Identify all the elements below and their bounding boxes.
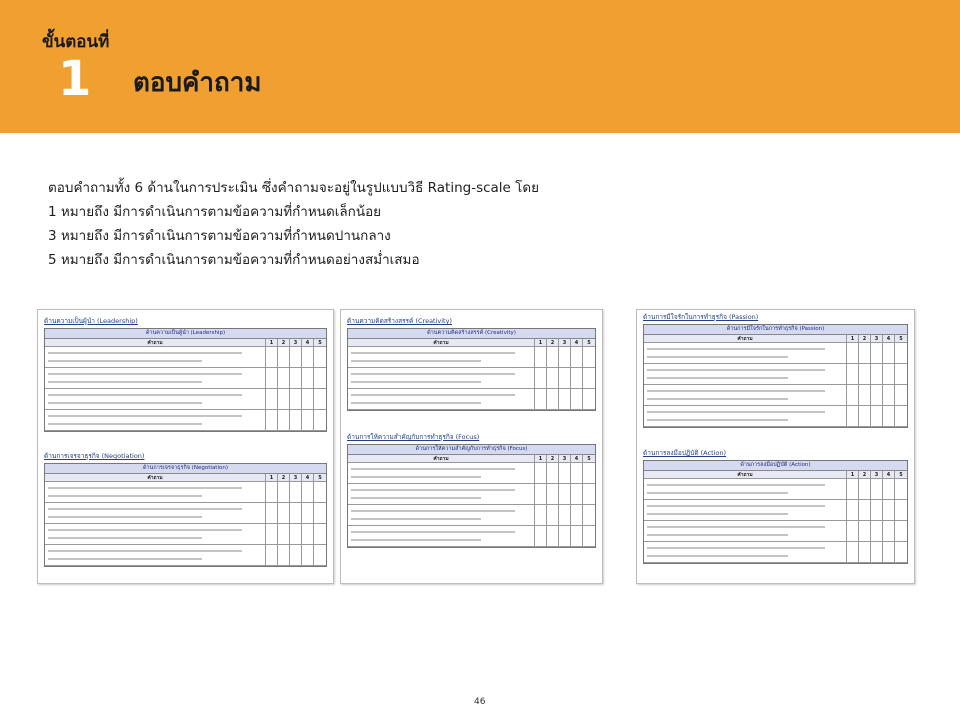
section-heading: ด้านความคิดสร้างสรรค์ (Creativity): [347, 317, 452, 325]
rating-cell[interactable]: [859, 343, 871, 364]
text-placeholder-line: [351, 539, 481, 541]
table-grid: [348, 455, 595, 547]
rating-cell[interactable]: [314, 503, 326, 524]
rating-cell[interactable]: [859, 364, 871, 385]
section-negotiation: [44, 451, 327, 567]
column-header-score: 2: [278, 474, 290, 482]
rating-cell[interactable]: [302, 503, 314, 524]
rating-cell[interactable]: [302, 347, 314, 368]
text-placeholder-line: [647, 411, 825, 413]
text-placeholder-line: [48, 558, 202, 560]
column-header-question: คำถาม: [348, 455, 535, 463]
column-header-score: 1: [535, 339, 547, 347]
rating-cell[interactable]: [895, 406, 907, 427]
table-title: ด้านการมีใจรักในการทำธุรกิจ (Passion): [644, 325, 907, 335]
section-heading: ด้านการลงมือปฏิบัติ (Action): [643, 449, 727, 457]
column-header-score: 4: [883, 335, 895, 343]
rating-cell[interactable]: [302, 368, 314, 389]
question-cell: [45, 410, 266, 431]
text-placeholder-line: [48, 537, 202, 539]
rating-cell[interactable]: [883, 500, 895, 521]
text-placeholder-line: [48, 516, 202, 518]
text-placeholder-line: [647, 377, 788, 379]
rating-cell[interactable]: [847, 521, 859, 542]
text-placeholder-line: [48, 373, 242, 375]
rating-cell[interactable]: [266, 389, 278, 410]
rating-cell[interactable]: [278, 545, 290, 566]
column-header-question: คำถาม: [45, 339, 266, 347]
rating-cell[interactable]: [871, 364, 883, 385]
questionnaire-panel: [340, 309, 603, 584]
text-placeholder-line: [647, 390, 825, 392]
table-grid: [348, 339, 595, 410]
rating-cell[interactable]: [314, 482, 326, 503]
question-cell: [644, 343, 847, 364]
section-focus: [347, 432, 596, 548]
text-placeholder-line: [647, 513, 788, 515]
rating-cell[interactable]: [314, 368, 326, 389]
question-cell: [348, 505, 535, 526]
rating-cell[interactable]: [535, 505, 547, 526]
rating-cell[interactable]: [859, 385, 871, 406]
rating-cell[interactable]: [559, 505, 571, 526]
column-header-score: 2: [859, 335, 871, 343]
column-header-score: 5: [583, 455, 595, 463]
rating-cell[interactable]: [547, 463, 559, 484]
rating-cell[interactable]: [571, 484, 583, 505]
question-cell: [45, 482, 266, 503]
rating-cell[interactable]: [571, 463, 583, 484]
column-header-question: คำถาม: [644, 335, 847, 343]
questionnaire-panel: [636, 309, 915, 584]
text-placeholder-line: [48, 352, 242, 354]
table-grid: [45, 474, 326, 566]
rating-cell[interactable]: [571, 526, 583, 547]
rating-cell[interactable]: [302, 524, 314, 545]
section-heading: ด้านความเป็นผู้นำ (Leadership): [44, 317, 138, 325]
rating-cell[interactable]: [290, 389, 302, 410]
rating-cell[interactable]: [278, 503, 290, 524]
rating-cell[interactable]: [302, 389, 314, 410]
table-title: ด้านการลงมือปฏิบัติ (Action): [644, 461, 907, 471]
rating-cell[interactable]: [290, 545, 302, 566]
column-header-score: 5: [583, 339, 595, 347]
section-heading: ด้านการมีใจรักในการทำธุรกิจ (Passion): [643, 313, 759, 321]
text-placeholder-line: [351, 518, 481, 520]
instruction-line: ตอบคำถามทั้ง 6 ด้านในการประเมิน ซึ่งคำถามจะอยู่ในรูปแบบวิธี Rating-scale โดย: [48, 180, 540, 196]
column-header-score: 3: [559, 455, 571, 463]
text-placeholder-line: [647, 348, 825, 350]
rating-cell[interactable]: [895, 500, 907, 521]
table-grid: [45, 339, 326, 431]
rating-cell[interactable]: [571, 347, 583, 368]
text-placeholder-line: [48, 415, 242, 417]
column-header-score: 1: [266, 339, 278, 347]
rating-cell[interactable]: [883, 364, 895, 385]
section-leadership: [44, 316, 327, 432]
column-header-score: 1: [847, 335, 859, 343]
text-placeholder-line: [48, 508, 242, 510]
table-grid: [644, 335, 907, 427]
text-placeholder-line: [351, 497, 481, 499]
question-cell: [45, 389, 266, 410]
text-placeholder-line: [48, 487, 242, 489]
rating-cell[interactable]: [290, 482, 302, 503]
question-cell: [644, 479, 847, 500]
rating-cell[interactable]: [547, 389, 559, 410]
table-title: ด้านความเป็นผู้นำ (Leadership): [45, 329, 326, 339]
question-cell: [45, 545, 266, 566]
rating-cell[interactable]: [859, 521, 871, 542]
rating-cell[interactable]: [559, 484, 571, 505]
rating-cell[interactable]: [895, 385, 907, 406]
question-cell: [45, 347, 266, 368]
rating-cell[interactable]: [883, 385, 895, 406]
rating-cell[interactable]: [859, 500, 871, 521]
column-header-score: 5: [314, 339, 326, 347]
table-grid: [644, 471, 907, 563]
rating-cell[interactable]: [883, 406, 895, 427]
text-placeholder-line: [647, 492, 788, 494]
text-placeholder-line: [48, 423, 202, 425]
rating-cell[interactable]: [559, 389, 571, 410]
column-header-score: 1: [847, 471, 859, 479]
rating-cell[interactable]: [559, 368, 571, 389]
text-placeholder-line: [351, 381, 481, 383]
question-cell: [45, 524, 266, 545]
rating-cell[interactable]: [895, 364, 907, 385]
text-placeholder-line: [351, 402, 481, 404]
instruction-line: 1 หมายถึง มีการดำเนินการตามข้อความที่กำหนดเล็กน้อย: [48, 204, 382, 220]
rating-table: [643, 460, 908, 564]
page-number: 46: [474, 697, 486, 707]
rating-cell[interactable]: [314, 524, 326, 545]
rating-table: [643, 324, 908, 428]
column-header-score: 5: [314, 474, 326, 482]
rating-cell[interactable]: [290, 347, 302, 368]
table-title: ด้านความคิดสร้างสรรค์ (Creativity): [348, 329, 595, 339]
text-placeholder-line: [351, 373, 515, 375]
rating-cell[interactable]: [266, 410, 278, 431]
step-label: ขั้นตอนที่: [42, 32, 110, 52]
rating-cell[interactable]: [583, 463, 595, 484]
column-header-question: คำถาม: [348, 339, 535, 347]
rating-cell[interactable]: [535, 389, 547, 410]
column-header-question: คำถาม: [45, 474, 266, 482]
rating-cell[interactable]: [535, 463, 547, 484]
text-placeholder-line: [48, 550, 242, 552]
question-cell: [644, 521, 847, 542]
rating-cell[interactable]: [535, 484, 547, 505]
text-placeholder-line: [351, 394, 515, 396]
rating-cell[interactable]: [278, 389, 290, 410]
column-header-score: 2: [278, 339, 290, 347]
rating-cell[interactable]: [314, 410, 326, 431]
rating-cell[interactable]: [847, 479, 859, 500]
column-header-score: 3: [871, 335, 883, 343]
rating-cell[interactable]: [583, 389, 595, 410]
text-placeholder-line: [48, 381, 202, 383]
rating-cell[interactable]: [290, 524, 302, 545]
rating-cell[interactable]: [314, 389, 326, 410]
rating-cell[interactable]: [535, 368, 547, 389]
rating-cell[interactable]: [583, 347, 595, 368]
text-placeholder-line: [647, 419, 788, 421]
rating-cell[interactable]: [847, 385, 859, 406]
page-title: ตอบคำถาม: [133, 68, 262, 98]
rating-cell[interactable]: [859, 542, 871, 563]
rating-cell[interactable]: [895, 521, 907, 542]
column-header-score: 4: [571, 339, 583, 347]
text-placeholder-line: [48, 394, 242, 396]
rating-cell[interactable]: [314, 347, 326, 368]
text-placeholder-line: [351, 531, 515, 533]
text-placeholder-line: [351, 510, 515, 512]
rating-cell[interactable]: [571, 368, 583, 389]
instruction-line: 5 หมายถึง มีการดำเนินการตามข้อความที่กำหนดอย่างสม่ำเสมอ: [48, 252, 420, 268]
column-header-score: 2: [547, 455, 559, 463]
rating-cell[interactable]: [583, 526, 595, 547]
rating-cell[interactable]: [278, 410, 290, 431]
rating-cell[interactable]: [883, 479, 895, 500]
rating-cell[interactable]: [859, 406, 871, 427]
text-placeholder-line: [351, 352, 515, 354]
rating-cell[interactable]: [547, 526, 559, 547]
rating-cell[interactable]: [302, 482, 314, 503]
rating-cell[interactable]: [559, 463, 571, 484]
section-action: [643, 448, 908, 564]
question-cell: [348, 389, 535, 410]
text-placeholder-line: [647, 398, 788, 400]
rating-cell[interactable]: [895, 542, 907, 563]
text-placeholder-line: [351, 489, 515, 491]
question-cell: [45, 368, 266, 389]
rating-cell[interactable]: [571, 505, 583, 526]
column-header-score: 2: [859, 471, 871, 479]
section-heading: ด้านการเจรจาธุรกิจ (Negotiation): [44, 452, 145, 460]
rating-table: [347, 444, 596, 548]
rating-cell[interactable]: [847, 343, 859, 364]
text-placeholder-line: [647, 534, 788, 536]
column-header-score: 3: [871, 471, 883, 479]
question-cell: [644, 406, 847, 427]
rating-cell[interactable]: [871, 500, 883, 521]
text-placeholder-line: [647, 547, 825, 549]
rating-cell[interactable]: [266, 347, 278, 368]
rating-cell[interactable]: [847, 542, 859, 563]
column-header-score: 3: [290, 474, 302, 482]
header-banner: [0, 0, 960, 133]
question-cell: [348, 463, 535, 484]
column-header-score: 3: [290, 339, 302, 347]
instruction-line: 3 หมายถึง มีการดำเนินการตามข้อความที่กำหนดปานกลาง: [48, 228, 391, 244]
question-cell: [644, 542, 847, 563]
rating-cell[interactable]: [266, 524, 278, 545]
rating-cell[interactable]: [266, 482, 278, 503]
rating-cell[interactable]: [278, 524, 290, 545]
rating-table: [44, 463, 327, 567]
rating-cell[interactable]: [266, 368, 278, 389]
text-placeholder-line: [48, 402, 202, 404]
rating-cell[interactable]: [871, 343, 883, 364]
column-header-score: 4: [571, 455, 583, 463]
rating-cell[interactable]: [583, 484, 595, 505]
rating-cell[interactable]: [278, 482, 290, 503]
rating-cell[interactable]: [314, 545, 326, 566]
section-passion: [643, 312, 908, 428]
rating-cell[interactable]: [871, 406, 883, 427]
table-title: ด้านการเจรจาธุรกิจ (Negotiation): [45, 464, 326, 474]
question-cell: [348, 484, 535, 505]
question-cell: [348, 526, 535, 547]
text-placeholder-line: [351, 360, 481, 362]
rating-cell[interactable]: [871, 542, 883, 563]
question-cell: [644, 385, 847, 406]
question-cell: [348, 368, 535, 389]
rating-cell[interactable]: [547, 368, 559, 389]
text-placeholder-line: [351, 476, 481, 478]
rating-cell[interactable]: [535, 526, 547, 547]
section-creativity: [347, 316, 596, 411]
rating-cell[interactable]: [859, 479, 871, 500]
column-header-score: 4: [302, 474, 314, 482]
rating-cell[interactable]: [847, 406, 859, 427]
column-header-score: 4: [883, 471, 895, 479]
rating-cell[interactable]: [583, 368, 595, 389]
step-number: 1: [58, 51, 92, 107]
rating-cell[interactable]: [895, 479, 907, 500]
text-placeholder-line: [647, 484, 825, 486]
column-header-score: 1: [535, 455, 547, 463]
text-placeholder-line: [647, 526, 825, 528]
rating-cell[interactable]: [895, 343, 907, 364]
rating-cell[interactable]: [559, 347, 571, 368]
rating-cell[interactable]: [847, 500, 859, 521]
rating-table: [44, 328, 327, 432]
rating-cell[interactable]: [871, 479, 883, 500]
rating-cell[interactable]: [302, 545, 314, 566]
text-placeholder-line: [647, 356, 788, 358]
rating-cell[interactable]: [583, 505, 595, 526]
column-header-score: 2: [547, 339, 559, 347]
column-header-score: 5: [895, 335, 907, 343]
rating-cell[interactable]: [302, 410, 314, 431]
rating-cell[interactable]: [571, 389, 583, 410]
table-title: ด้านการให้ความสำคัญกับการทำธุรกิจ (Focus): [348, 445, 595, 455]
rating-cell[interactable]: [883, 542, 895, 563]
text-placeholder-line: [351, 468, 515, 470]
text-placeholder-line: [48, 495, 202, 497]
rating-cell[interactable]: [290, 368, 302, 389]
questionnaire-panel: [37, 309, 334, 584]
rating-cell[interactable]: [559, 526, 571, 547]
text-placeholder-line: [48, 360, 202, 362]
rating-cell[interactable]: [535, 347, 547, 368]
text-placeholder-line: [647, 505, 825, 507]
rating-cell[interactable]: [883, 343, 895, 364]
question-cell: [45, 503, 266, 524]
rating-cell[interactable]: [847, 364, 859, 385]
column-header-score: 5: [895, 471, 907, 479]
rating-table: [347, 328, 596, 411]
column-header-question: คำถาม: [644, 471, 847, 479]
rating-cell[interactable]: [266, 545, 278, 566]
rating-cell[interactable]: [547, 347, 559, 368]
column-header-score: 1: [266, 474, 278, 482]
rating-cell[interactable]: [871, 521, 883, 542]
rating-cell[interactable]: [278, 368, 290, 389]
rating-cell[interactable]: [290, 503, 302, 524]
instructions: [48, 176, 888, 272]
rating-cell[interactable]: [290, 410, 302, 431]
question-cell: [644, 500, 847, 521]
rating-cell[interactable]: [278, 347, 290, 368]
column-header-score: 4: [302, 339, 314, 347]
question-cell: [644, 364, 847, 385]
rating-cell[interactable]: [547, 505, 559, 526]
column-header-score: 3: [559, 339, 571, 347]
question-cell: [348, 347, 535, 368]
text-placeholder-line: [48, 529, 242, 531]
section-heading: ด้านการให้ความสำคัญกับการทำธุรกิจ (Focus): [347, 433, 480, 441]
rating-cell[interactable]: [871, 385, 883, 406]
rating-cell[interactable]: [883, 521, 895, 542]
text-placeholder-line: [647, 369, 825, 371]
text-placeholder-line: [647, 555, 788, 557]
rating-cell[interactable]: [266, 503, 278, 524]
rating-cell[interactable]: [547, 484, 559, 505]
